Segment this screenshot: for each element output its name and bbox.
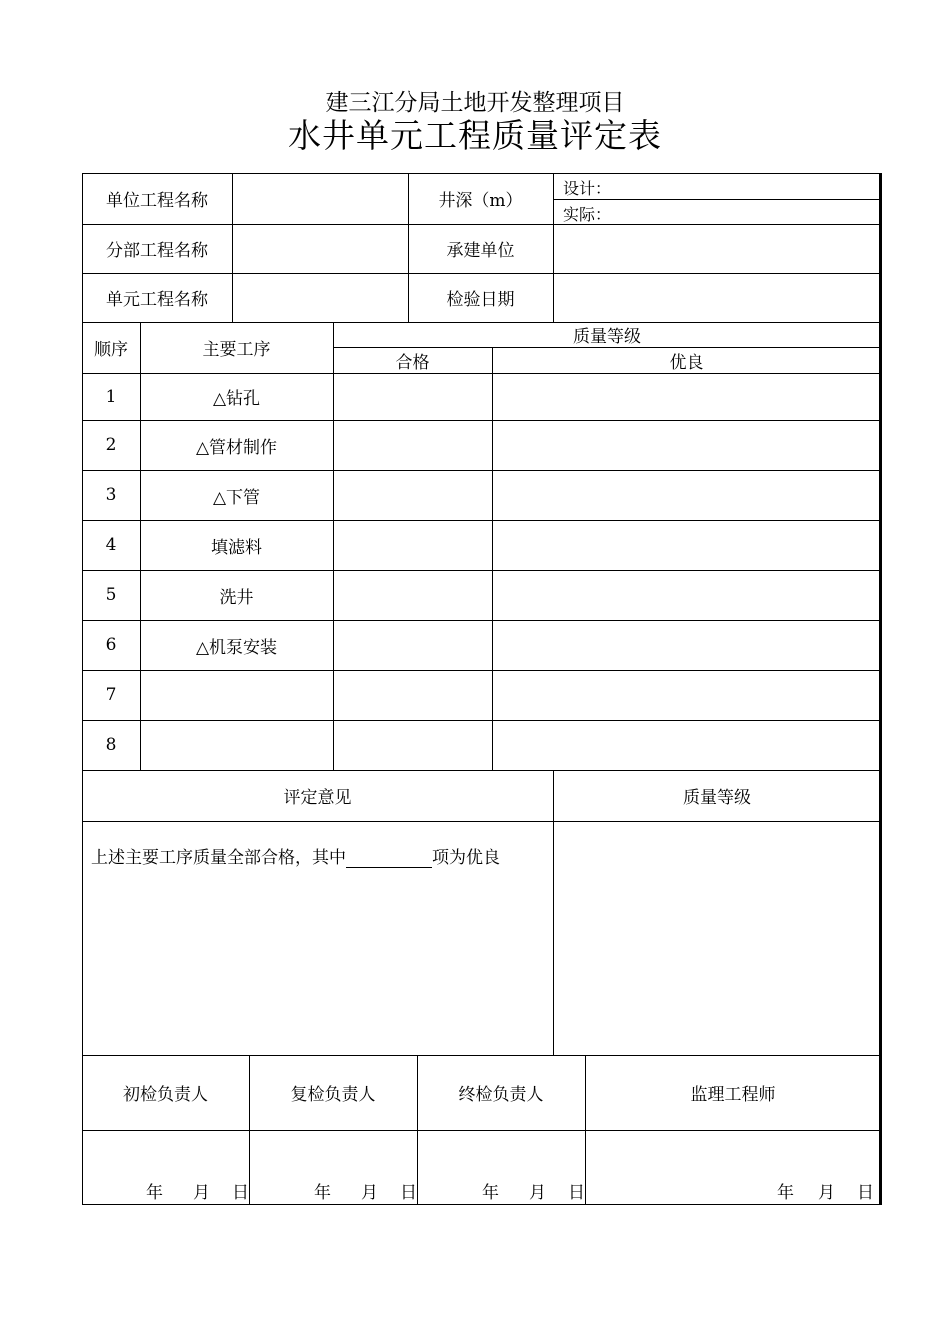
day-label: 日 xyxy=(857,1183,874,1203)
process-name: 洗井 xyxy=(219,587,254,608)
month-label: 月 xyxy=(818,1183,835,1203)
well-depth-label: 井深（m） xyxy=(438,191,523,211)
signature-date-3 xyxy=(482,1178,585,1203)
col-order-header: 顺序 xyxy=(94,340,128,360)
evaluation-form-table xyxy=(82,173,881,1205)
row-number: 4 xyxy=(105,535,117,555)
actual-depth-label: 实际： xyxy=(563,205,612,224)
supervising-engineer-label: 监理工程师 xyxy=(690,1085,776,1105)
contractor-value[interactable] xyxy=(553,224,881,273)
sub-project-value[interactable] xyxy=(232,224,408,273)
final-inspector-label: 终检负责人 xyxy=(458,1085,544,1105)
inspection-date-value[interactable] xyxy=(553,273,881,322)
month-label: 月 xyxy=(361,1183,378,1203)
quality-grade-value[interactable] xyxy=(553,821,881,1055)
month-label: 月 xyxy=(529,1183,546,1203)
re-inspector-label: 复检负责人 xyxy=(290,1085,376,1105)
row-number: 1 xyxy=(105,386,117,407)
sub-project-label: 分部工程名称 xyxy=(106,241,208,261)
form-title: 水井单元工程质量评定表 xyxy=(288,116,662,155)
process-name: △钻孔 xyxy=(212,389,261,409)
signature-date-4 xyxy=(777,1178,874,1203)
element-project-value[interactable] xyxy=(232,273,408,322)
row-number: 2 xyxy=(105,435,117,455)
design-depth-label: 设计： xyxy=(563,179,612,198)
contractor-label: 承建单位 xyxy=(446,241,515,261)
process-name: △下管 xyxy=(212,487,261,508)
evaluation-opinion-label: 评定意见 xyxy=(283,788,352,808)
col-process-header: 主要工序 xyxy=(202,340,271,360)
year-label: 年 xyxy=(777,1183,794,1203)
year-label: 年 xyxy=(314,1183,331,1203)
element-project-label: 单元工程名称 xyxy=(106,290,208,310)
row-number: 8 xyxy=(105,735,117,755)
excellent-count-blank[interactable] xyxy=(346,849,432,868)
statement-before: 上述主要工序质量全部合格，其中 xyxy=(91,848,346,868)
day-label: 日 xyxy=(568,1183,585,1203)
unit-project-value[interactable] xyxy=(232,173,408,224)
col-pass-header: 合格 xyxy=(395,352,430,373)
process-name xyxy=(140,720,333,770)
process-name xyxy=(140,670,333,720)
unit-project-label: 单位工程名称 xyxy=(106,191,208,211)
inspection-date-label: 检验日期 xyxy=(446,290,515,310)
row-number: 5 xyxy=(105,585,117,605)
statement-after: 项为优良 xyxy=(432,848,500,868)
year-label: 年 xyxy=(482,1183,499,1203)
col-excellent-header: 优良 xyxy=(669,352,704,373)
form-subtitle: 建三江分局土地开发整理项目 xyxy=(325,90,625,116)
row-number: 3 xyxy=(105,485,117,505)
process-name: 填滤料 xyxy=(211,537,262,558)
row-number: 7 xyxy=(105,685,117,705)
signature-date-1 xyxy=(146,1178,249,1203)
signature-date-2 xyxy=(314,1178,417,1203)
day-label: 日 xyxy=(232,1183,249,1203)
year-label: 年 xyxy=(146,1183,163,1203)
process-name: △管材制作 xyxy=(195,437,278,458)
initial-inspector-label: 初检负责人 xyxy=(123,1085,208,1105)
row-number: 6 xyxy=(105,635,117,655)
evaluation-statement xyxy=(91,843,500,868)
quality-grade-label: 质量等级 xyxy=(683,788,751,808)
col-grade-header: 质量等级 xyxy=(573,327,641,347)
process-name: △机泵安装 xyxy=(195,637,278,658)
day-label: 日 xyxy=(400,1183,417,1203)
month-label: 月 xyxy=(193,1183,210,1203)
